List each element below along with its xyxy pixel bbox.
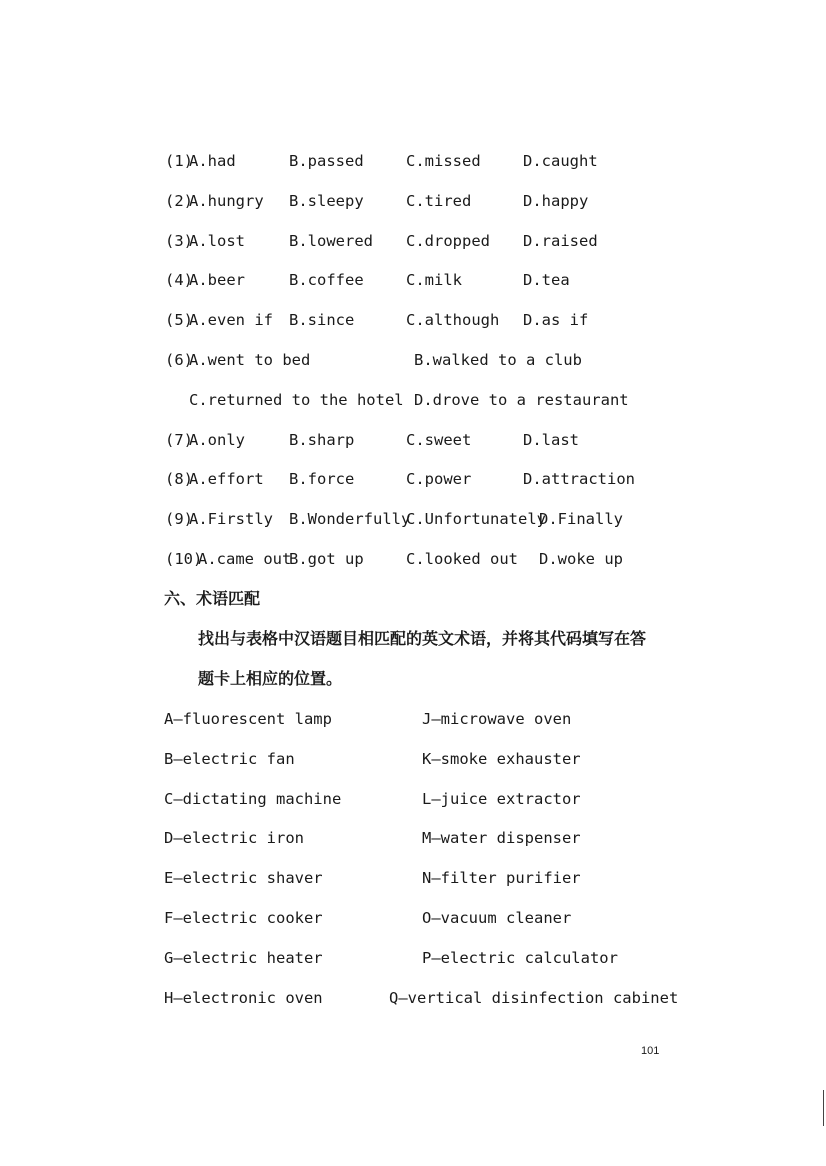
option-d: D.last bbox=[523, 431, 579, 449]
option-b: B.sharp bbox=[289, 431, 355, 449]
term-item: J—microwave oven bbox=[422, 710, 572, 728]
option-a: A.only bbox=[189, 431, 245, 449]
question-number: (5) bbox=[165, 311, 193, 329]
term-item: N—filter purifier bbox=[422, 869, 581, 887]
option-c: C.power bbox=[406, 470, 472, 488]
question-number: (7) bbox=[165, 431, 193, 449]
term-item: O—vacuum cleaner bbox=[422, 909, 572, 927]
question-number: (4) bbox=[165, 271, 193, 289]
term-item: E—electric shaver bbox=[164, 869, 323, 887]
instruction-line-1: 找出与表格中汉语题目相匹配的英文术语，并将其代码填写在答 bbox=[198, 629, 647, 648]
option-d: D.raised bbox=[523, 232, 598, 250]
option-d: D.drove to a restaurant bbox=[414, 391, 629, 409]
option-d: D.happy bbox=[523, 192, 589, 210]
question-number: (6) bbox=[165, 351, 193, 369]
option-d: D.caught bbox=[523, 152, 598, 170]
scan-edge-line bbox=[823, 1090, 824, 1126]
term-item: Q—vertical disinfection cabinet bbox=[389, 989, 679, 1007]
option-b: B.lowered bbox=[289, 232, 373, 250]
term-item: P—electric calculator bbox=[422, 949, 618, 967]
option-b: B.Wonderfully bbox=[289, 510, 411, 528]
option-a: A.beer bbox=[189, 271, 245, 289]
option-a: A.effort bbox=[189, 470, 264, 488]
question-number: (2) bbox=[165, 192, 193, 210]
term-item: H—electronic oven bbox=[164, 989, 323, 1007]
page-number: 101 bbox=[641, 1045, 660, 1057]
option-c: C.milk bbox=[406, 271, 462, 289]
question-number: (1) bbox=[165, 152, 193, 170]
option-d: D.Finally bbox=[539, 510, 623, 528]
option-a: A.Firstly bbox=[189, 510, 273, 528]
option-c: C.sweet bbox=[406, 431, 472, 449]
option-c: C.returned to the hotel bbox=[189, 391, 404, 409]
term-item: M—water dispenser bbox=[422, 829, 581, 847]
option-a: A.went to bed bbox=[189, 351, 311, 369]
option-d: D.attraction bbox=[523, 470, 635, 488]
term-item: K—smoke exhauster bbox=[422, 750, 581, 768]
term-item: G—electric heater bbox=[164, 949, 323, 967]
term-item: A—fluorescent lamp bbox=[164, 710, 332, 728]
option-c: C.looked out bbox=[406, 550, 518, 568]
option-b: B.force bbox=[289, 470, 355, 488]
option-a: A.hungry bbox=[189, 192, 264, 210]
instruction-line-2: 题卡上相应的位置。 bbox=[198, 669, 343, 688]
question-number: (3) bbox=[165, 232, 193, 250]
section-title: 六、术语匹配 bbox=[164, 589, 261, 608]
question-number: (10) bbox=[165, 550, 203, 568]
option-a: A.lost bbox=[189, 232, 245, 250]
term-item: D—electric iron bbox=[164, 829, 304, 847]
term-item: B—electric fan bbox=[164, 750, 295, 768]
option-c: C.Unfortunately bbox=[406, 510, 546, 528]
option-c: C.dropped bbox=[406, 232, 490, 250]
option-a: A.had bbox=[189, 152, 236, 170]
question-number: (8) bbox=[165, 470, 193, 488]
option-b: B.since bbox=[289, 311, 355, 329]
option-c: C.tired bbox=[406, 192, 472, 210]
option-b: B.passed bbox=[289, 152, 364, 170]
term-item: C—dictating machine bbox=[164, 790, 342, 808]
option-b: B.sleepy bbox=[289, 192, 364, 210]
option-a: A.came out bbox=[198, 550, 292, 568]
option-b: B.walked to a club bbox=[414, 351, 582, 369]
option-c: C.missed bbox=[406, 152, 481, 170]
option-d: D.as if bbox=[523, 311, 589, 329]
option-c: C.although bbox=[406, 311, 500, 329]
question-number: (9) bbox=[165, 510, 193, 528]
option-b: B.got up bbox=[289, 550, 364, 568]
option-d: D.tea bbox=[523, 271, 570, 289]
option-d: D.woke up bbox=[539, 550, 623, 568]
term-item: L—juice extractor bbox=[422, 790, 581, 808]
option-a: A.even if bbox=[189, 311, 273, 329]
option-b: B.coffee bbox=[289, 271, 364, 289]
term-item: F—electric cooker bbox=[164, 909, 323, 927]
